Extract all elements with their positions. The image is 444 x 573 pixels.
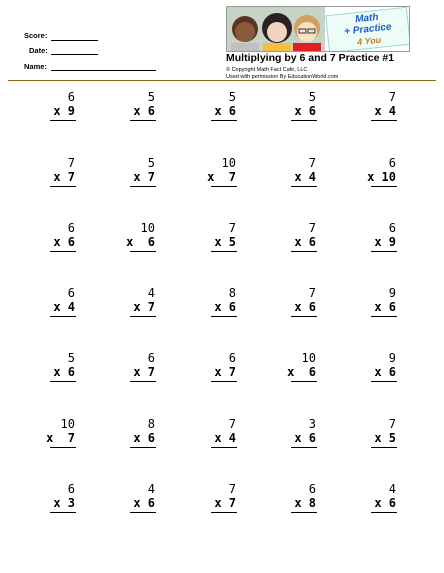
multiplier: x 6 (133, 104, 155, 118)
multiplicand: 7 (228, 482, 236, 496)
answer-line (291, 381, 317, 382)
answer-line (211, 186, 237, 187)
answer-line (211, 512, 237, 513)
multiplicand: 10 (301, 351, 316, 365)
problem-1-1 (25, 90, 85, 134)
answer-line (291, 120, 317, 121)
multiplier: x 4 (214, 431, 236, 445)
multiplicand: 4 (388, 482, 396, 496)
problem-3-4 (266, 221, 326, 265)
answer-line (291, 186, 317, 187)
answer-line (211, 316, 237, 317)
answer-line (50, 120, 76, 121)
problem-5-4 (266, 351, 326, 395)
multiplier: x 6 (53, 365, 75, 379)
multiplier: x 7 (214, 365, 236, 379)
multiplicand: 6 (67, 286, 75, 300)
answer-line (130, 381, 156, 382)
answer-line (211, 251, 237, 252)
multiplicand: 6 (67, 221, 75, 235)
answer-line (371, 447, 397, 448)
problem-5-2 (105, 351, 165, 395)
answer-line (50, 447, 76, 448)
multiplicand: 5 (308, 90, 316, 104)
header-divider (8, 80, 436, 81)
multiplier: x 7 (133, 170, 155, 184)
answer-line (130, 316, 156, 317)
multiplier: x 7 (133, 300, 155, 314)
score-label: Score: (24, 31, 48, 40)
multiplicand: 6 (228, 351, 236, 365)
multiplier: x 6 (294, 104, 316, 118)
permission-text: Used with permission By EducationWorld.com (226, 74, 339, 80)
problem-7-5 (346, 482, 406, 526)
multiplier: x 7 (214, 496, 236, 510)
answer-line (50, 512, 76, 513)
multiplier: x 6 (214, 300, 236, 314)
multiplicand: 6 (388, 156, 396, 170)
multiplicand: 5 (228, 90, 236, 104)
problem-1-5 (346, 90, 406, 134)
multiplicand: 7 (388, 417, 396, 431)
multiplier: x 6 (294, 431, 316, 445)
multiplicand: 7 (388, 90, 396, 104)
answer-line (130, 251, 156, 252)
problem-4-2 (105, 286, 165, 330)
problem-6-3 (186, 417, 246, 461)
multiplier: x 4 (53, 300, 75, 314)
multiplicand: 7 (228, 417, 236, 431)
multiplier: x 9 (53, 104, 75, 118)
multiplier: x 6 (287, 365, 316, 379)
problem-7-4 (266, 482, 326, 526)
multiplicand: 4 (147, 286, 155, 300)
multiplier: x 4 (294, 170, 316, 184)
multiplier: x 5 (374, 431, 396, 445)
problem-1-2 (105, 90, 165, 134)
multiplier: x 7 (207, 170, 236, 184)
multiplicand: 7 (228, 221, 236, 235)
answer-line (291, 251, 317, 252)
problem-6-2 (105, 417, 165, 461)
logo-line-2: + Practice (343, 21, 393, 38)
problem-6-4 (266, 417, 326, 461)
answer-line (130, 120, 156, 121)
name-label: Name: (24, 62, 47, 71)
date-label: Date: (29, 46, 48, 55)
name-field (24, 62, 47, 71)
multiplier: x 7 (133, 365, 155, 379)
problem-6-5 (346, 417, 406, 461)
multiplicand: 4 (147, 482, 155, 496)
logo-line-3: 4 You (356, 34, 382, 48)
name-line[interactable] (51, 70, 156, 71)
page-title: Multiplying by 6 and 7 Practice #1 (226, 52, 395, 64)
multiplier: x 10 (367, 170, 396, 184)
problem-7-1 (25, 482, 85, 526)
multiplier: x 8 (294, 496, 316, 510)
logo-line-1: Math (354, 11, 379, 26)
problem-3-3 (186, 221, 246, 265)
problem-3-1 (25, 221, 85, 265)
problem-6-1 (25, 417, 85, 461)
multiplier: x 5 (214, 235, 236, 249)
multiplier: x 6 (214, 104, 236, 118)
multiplier: x 6 (133, 496, 155, 510)
problem-5-1 (25, 351, 85, 395)
answer-line (291, 447, 317, 448)
answer-line (130, 447, 156, 448)
multiplier: x 6 (294, 300, 316, 314)
multiplier: x 7 (46, 431, 75, 445)
multiplicand: 5 (147, 156, 155, 170)
multiplier: x 6 (374, 496, 396, 510)
answer-line (211, 381, 237, 382)
multiplier: x 6 (133, 431, 155, 445)
problem-2-4 (266, 156, 326, 200)
multiplier: x 6 (126, 235, 155, 249)
copyright-text: © Copyright Math Fact Cafe, LLC (226, 67, 308, 73)
problem-5-5 (346, 351, 406, 395)
multiplicand: 3 (308, 417, 316, 431)
multiplicand: 9 (388, 286, 396, 300)
multiplicand: 5 (67, 351, 75, 365)
multiplicand: 8 (147, 417, 155, 431)
banner-image (226, 6, 410, 52)
multiplicand: 7 (67, 156, 75, 170)
answer-line (371, 120, 397, 121)
multiplier: x 6 (374, 300, 396, 314)
answer-line (211, 447, 237, 448)
multiplicand: 8 (228, 286, 236, 300)
problem-3-5 (346, 221, 406, 265)
answer-line (50, 186, 76, 187)
answer-line (130, 186, 156, 187)
multiplicand: 10 (221, 156, 236, 170)
multiplicand: 6 (388, 221, 396, 235)
answer-line (291, 316, 317, 317)
multiplicand: 10 (60, 417, 75, 431)
math-practice-logo (325, 7, 410, 52)
problem-3-2 (105, 221, 165, 265)
multiplicand: 5 (147, 90, 155, 104)
multiplier: x 3 (53, 496, 75, 510)
answer-line (291, 512, 317, 513)
problem-2-3 (186, 156, 246, 200)
multiplier: x 6 (374, 365, 396, 379)
problem-4-1 (25, 286, 85, 330)
problem-4-5 (346, 286, 406, 330)
multiplier: x 6 (294, 235, 316, 249)
multiplier: x 4 (374, 104, 396, 118)
problem-5-3 (186, 351, 246, 395)
score-field (24, 31, 47, 40)
answer-line (371, 512, 397, 513)
multiplicand: 7 (308, 221, 316, 235)
answer-line (211, 120, 237, 121)
kids-illustration (227, 7, 325, 51)
answer-line (50, 381, 76, 382)
problem-2-5 (346, 156, 406, 200)
date-line[interactable] (51, 54, 98, 55)
multiplier: x 9 (374, 235, 396, 249)
multiplier: x 6 (53, 235, 75, 249)
multiplicand: 6 (308, 482, 316, 496)
score-line[interactable] (51, 40, 98, 41)
answer-line (371, 381, 397, 382)
answer-line (371, 316, 397, 317)
answer-line (371, 186, 397, 187)
answer-line (50, 316, 76, 317)
multiplicand: 10 (140, 221, 155, 235)
multiplicand: 6 (147, 351, 155, 365)
multiplicand: 9 (388, 351, 396, 365)
problem-4-3 (186, 286, 246, 330)
answer-line (50, 251, 76, 252)
multiplier: x 7 (53, 170, 75, 184)
multiplicand: 7 (308, 156, 316, 170)
multiplicand: 6 (67, 90, 75, 104)
problem-1-3 (186, 90, 246, 134)
answer-line (130, 512, 156, 513)
problem-1-4 (266, 90, 326, 134)
date-field (29, 46, 48, 55)
answer-line (371, 251, 397, 252)
problem-7-3 (186, 482, 246, 526)
multiplicand: 7 (308, 286, 316, 300)
problem-2-2 (105, 156, 165, 200)
problem-4-4 (266, 286, 326, 330)
problem-2-1 (25, 156, 85, 200)
problem-7-2 (105, 482, 165, 526)
multiplicand: 6 (67, 482, 75, 496)
